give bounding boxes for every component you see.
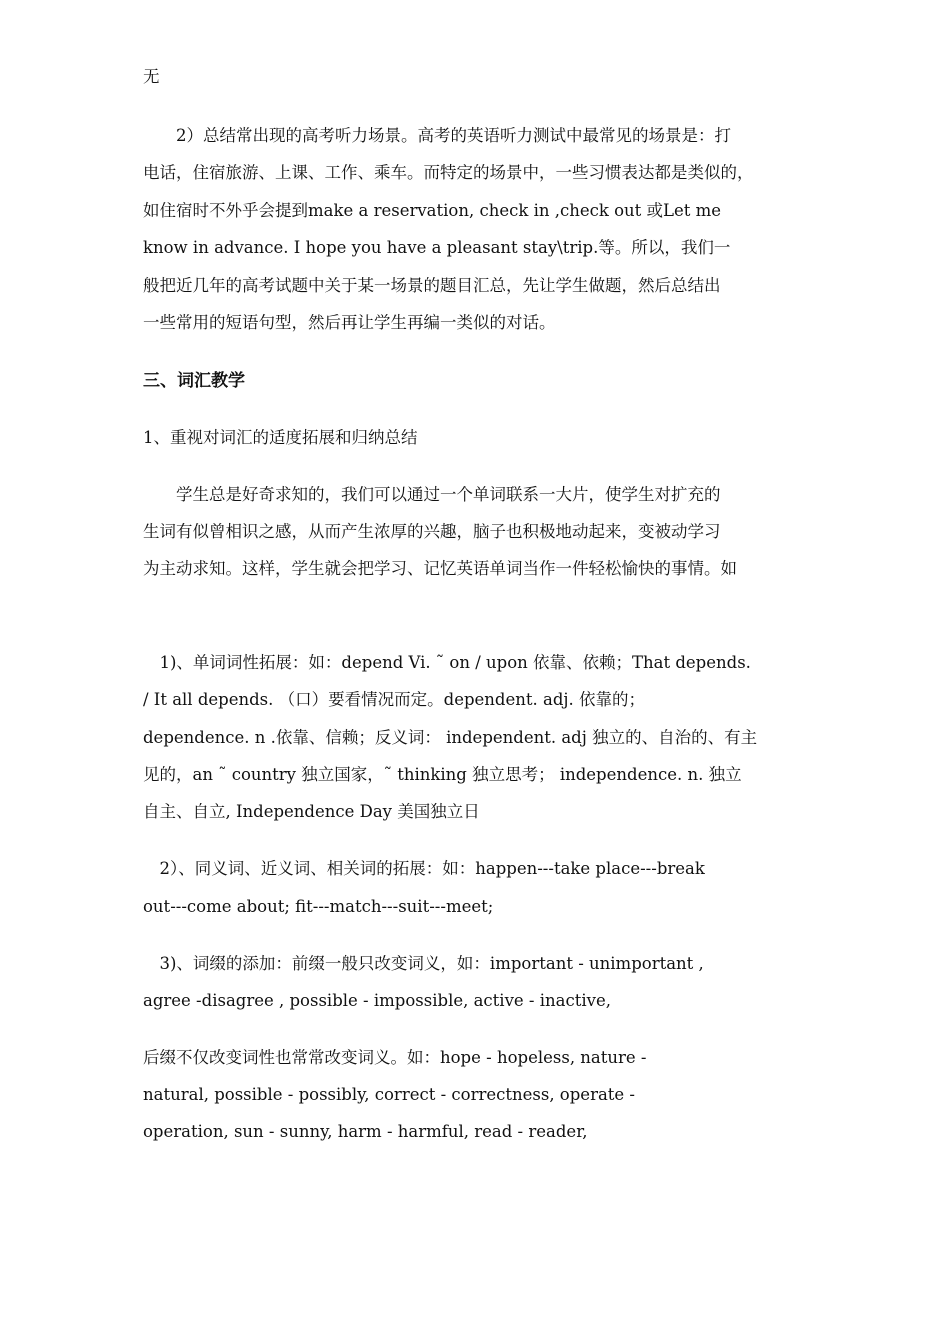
paragraph-listening-scenes-line-3: 如住宿时不外乎会提到make a reservation, check in ,check out 或Let me — [143, 201, 722, 220]
subheading-vocabulary-expansion: 1、重视对词汇的适度拓展和归纳总结 — [143, 428, 418, 447]
item-affixes-line-2: agree -disagree , possible - impossible, active - inactive, — [143, 991, 611, 1010]
item-synonyms-line-2: out---come about; fit---match---suit---meet; — [143, 897, 494, 916]
item-affixes-line-1: 3)、词缀的添加：前缀一般只改变词义，如：important - unimportant , — [143, 954, 704, 973]
paragraph-listening-scenes-line-6: 一些常用的短语句型，然后再让学生再编一类似的对话。 — [143, 313, 556, 332]
paragraph-suffixes-line-1: 后缀不仅改变词性也常常改变词义。如：hope - hopeless, nature - — [143, 1048, 647, 1067]
paragraph-suffixes-line-3: operation, sun - sunny, harm - harmful, read - reader, — [143, 1122, 588, 1141]
text-line-continuation: 无 — [143, 67, 160, 86]
paragraph-listening-scenes-line-1: 2）总结常出现的高考听力场景。高考的英语听力测试中最常见的场景是：打 — [143, 126, 731, 145]
item-word-class-line-2: / It all depends. （口）要看情况而定。dependent. adj. 依靠的； — [143, 690, 645, 709]
paragraph-suffixes-line-2: natural, possible - possibly, correct - correctness, operate - — [143, 1085, 636, 1104]
item-word-class-line-4: 见的，an ˜ country 独立国家，˜ thinking 独立思考； independence. n. 独立 — [143, 765, 742, 784]
paragraph-listening-scenes-line-4: know in advance. I hope you have a pleasant stay\trip.等。所以，我们一 — [143, 238, 731, 257]
section-heading-vocabulary: 三、词汇教学 — [143, 371, 245, 391]
paragraph-listening-scenes-line-5: 般把近几年的高考试题中关于某一场景的题目汇总，先让学生做题，然后总结出 — [143, 276, 721, 295]
paragraph-listening-scenes-line-2: 电话，住宿旅游、上课、工作、乘车。而特定的场景中，一些习惯表达都是类似的， — [143, 163, 754, 182]
item-synonyms-line-1: 2）、同义词、近义词、相关词的拓展：如：happen---take place---break — [143, 859, 705, 878]
item-word-class-line-5: 自主、自立, Independence Day 美国独立日 — [143, 802, 480, 821]
paragraph-curiosity-line-3: 为主动求知。这样，学生就会把学习、记忆英语单词当作一件轻松愉快的事情。如 — [143, 559, 737, 578]
item-word-class-line-1: 1)、单词词性拓展：如：depend Vi. ˜ on / upon 依靠、依赖；That depends. — [143, 653, 751, 672]
paragraph-curiosity-line-1: 学生总是好奇求知的，我们可以通过一个单词联系一大片，使学生对扩充的 — [143, 485, 721, 504]
paragraph-curiosity-line-2: 生词有似曾相识之感，从而产生浓厚的兴趣，脑子也积极地动起来，变被动学习 — [143, 522, 721, 541]
item-word-class-line-3: dependence. n .依靠、信赖；反义词： independent. adj 独立的、自治的、有主 — [143, 728, 758, 747]
